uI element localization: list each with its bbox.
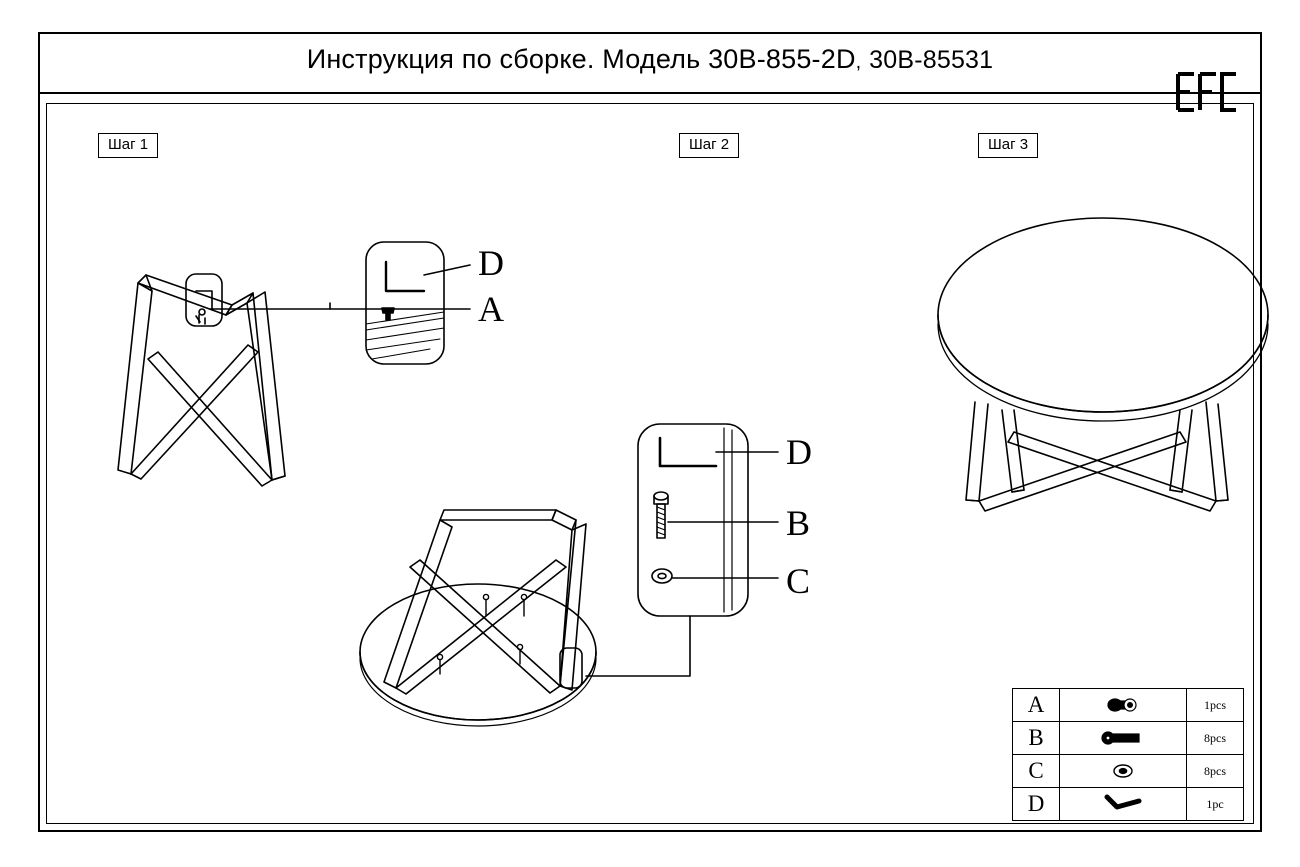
callout-letter-d-step2: D: [786, 432, 812, 472]
title-model-secondary: 30B-85531: [869, 46, 994, 74]
table-row: [1013, 788, 1244, 821]
part-icon-screw-icon: [1060, 722, 1187, 755]
callout-letter-c-step2: C: [786, 561, 811, 601]
table-row: [1013, 722, 1244, 755]
part-code-d: D: [1013, 788, 1060, 821]
step-label-1: Шаг 1: [98, 133, 158, 158]
part-qty-a: 1pcs: [1187, 689, 1244, 722]
callout-letter-d-step1: D: [478, 243, 504, 283]
part-qty-d: 1pc: [1187, 788, 1244, 821]
title-main: Инструкция по сборке. Модель 30B-855-2D: [306, 44, 856, 74]
part-qty-b: 8pcs: [1187, 722, 1244, 755]
step-label-2: Шаг 2: [679, 133, 739, 158]
part-code-a: A: [1013, 689, 1060, 722]
part-qty-c: 8pcs: [1187, 755, 1244, 788]
title-separator: ,: [855, 51, 862, 73]
part-icon-bolt-head-icon: [1060, 689, 1187, 722]
table-row: [1013, 689, 1244, 722]
part-code-c: C: [1013, 755, 1060, 788]
table-row: [1013, 755, 1244, 788]
part-code-b: B: [1013, 722, 1060, 755]
title-bar: [38, 32, 1262, 94]
part-icon-allen-key-icon: [1060, 788, 1187, 821]
callout-letter-a-step1: A: [478, 289, 504, 329]
part-icon-washer-icon: [1060, 755, 1187, 788]
callout-letter-b-step2: B: [786, 503, 811, 543]
parts-list-table: [1012, 688, 1244, 821]
step-label-3: Шаг 3: [978, 133, 1038, 158]
page-title: [38, 44, 1262, 75]
